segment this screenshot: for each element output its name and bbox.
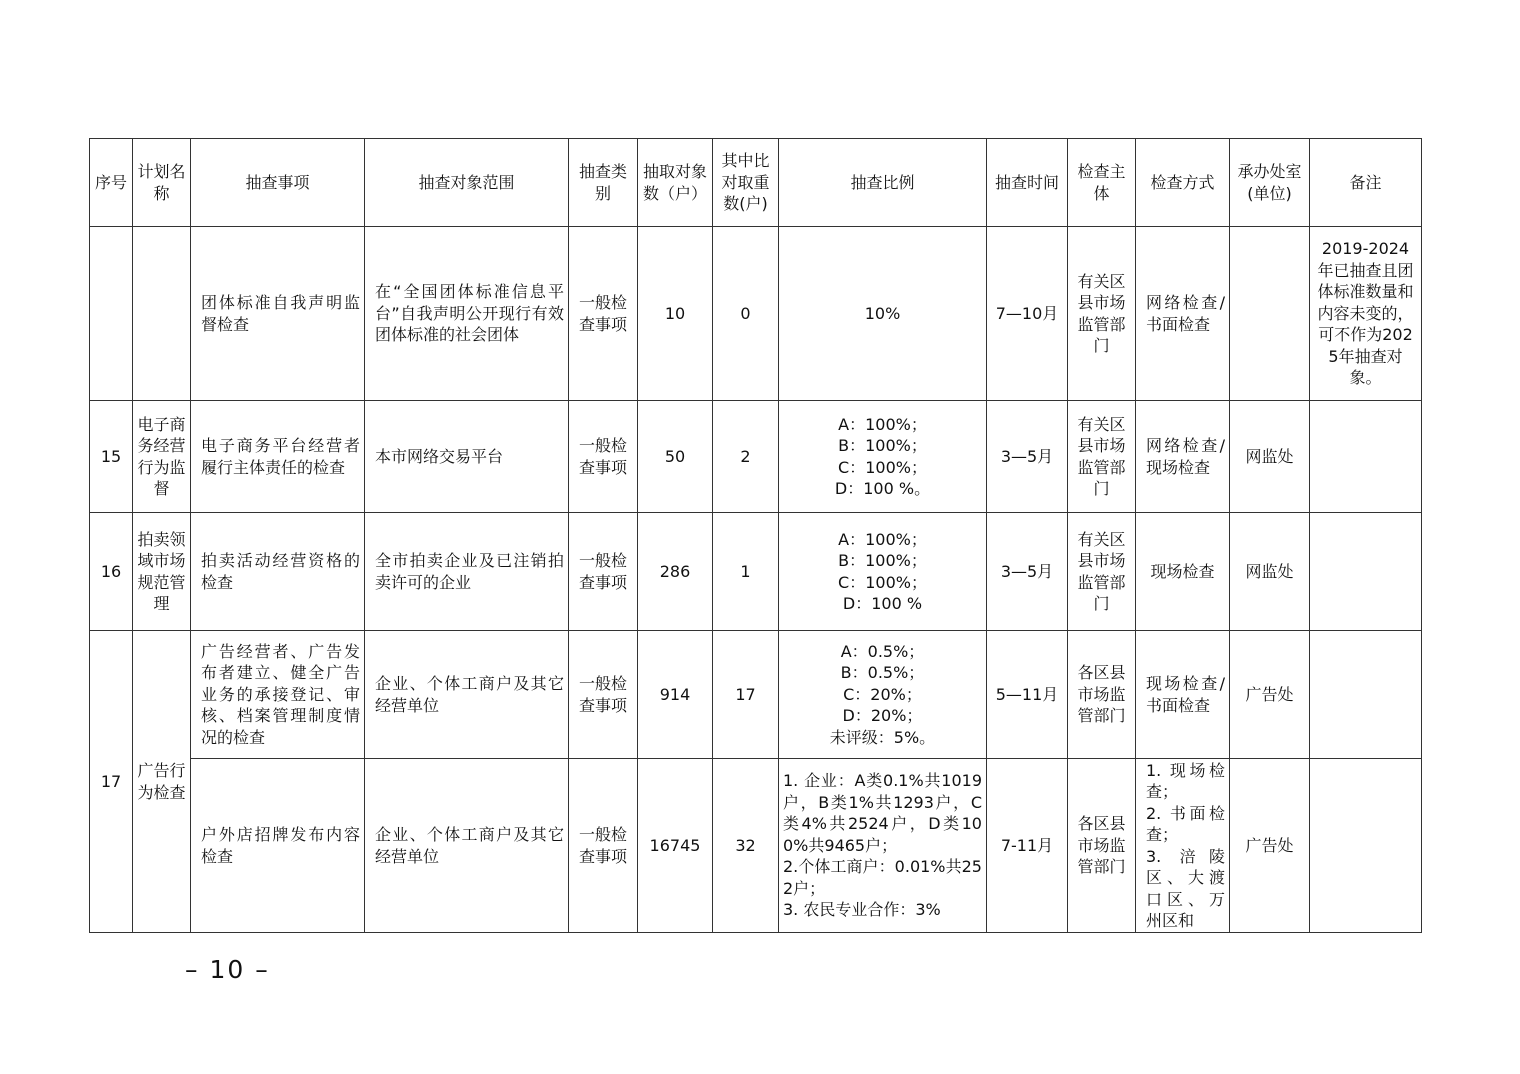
cell-plan: 拍卖领域市场规范管理 <box>133 513 191 631</box>
cell-plan: 电子商务经营行为监督 <box>133 401 191 513</box>
inspection-plan-table <box>89 138 1422 933</box>
cell-seq: 15 <box>90 401 133 513</box>
cell-item: 广告经营者、广告发布者建立、健全广告业务的承接登记、审核、档案管理制度情况的检查 <box>191 631 365 759</box>
cell-ratio: 1. 企业：A类0.1%共1019户，B类1%共1293户，C类4%共2524户，D类100%共9465户； 2.个体工商户：0.01%共252户； 3. 农民专业合作：3% <box>779 759 987 933</box>
cell-count: 16745 <box>638 759 713 933</box>
header-time: 抽查时间 <box>987 139 1068 227</box>
cell-subject: 有关区县市场监管部门 <box>1068 513 1136 631</box>
cell-ratio: A：0.5%； B：0.5%； C：20%； D：20%； 未评级：5%。 <box>779 631 987 759</box>
header-item: 抽查事项 <box>191 139 365 227</box>
cell-dept: 广告处 <box>1230 759 1310 933</box>
table-row <box>90 401 1422 513</box>
cell-subject: 有关区县市场监管部门 <box>1068 401 1136 513</box>
header-note: 备注 <box>1310 139 1422 227</box>
cell-time: 3—5月 <box>987 401 1068 513</box>
cell-item: 户外店招牌发布内容检查 <box>191 759 365 933</box>
cell-note <box>1310 513 1422 631</box>
header-subject: 检查主体 <box>1068 139 1136 227</box>
cell-count: 286 <box>638 513 713 631</box>
cell-scope: 企业、个体工商户及其它经营单位 <box>365 631 569 759</box>
cell-dept: 网监处 <box>1230 513 1310 631</box>
header-seq: 序号 <box>90 139 133 227</box>
cell-seq: 17 <box>90 631 133 933</box>
cell-plan: 广告行为检查 <box>133 631 191 933</box>
cell-count: 10 <box>638 227 713 401</box>
cell-scope: 全市拍卖企业及已注销拍卖许可的企业 <box>365 513 569 631</box>
header-row <box>90 139 1422 227</box>
cell-dup: 17 <box>713 631 779 759</box>
cell-method: 网络检查/书面检查 <box>1136 227 1230 401</box>
cell-item: 电子商务平台经营者履行主体责任的检查 <box>191 401 365 513</box>
cell-category: 一般检查事项 <box>569 401 638 513</box>
cell-category: 一般检查事项 <box>569 759 638 933</box>
header-category: 抽查类别 <box>569 139 638 227</box>
table-row <box>90 513 1422 631</box>
cell-subject: 各区县市场监管部门 <box>1068 759 1136 933</box>
cell-note: 2019-2024年已抽查且团体标准数量和内容未变的，可不作为2025年抽查对象。 <box>1310 227 1422 401</box>
cell-ratio: A：100%； B：100%； C：100%； D：100 %。 <box>779 401 987 513</box>
header-dept: 承办处室(单位) <box>1230 139 1310 227</box>
cell-count: 914 <box>638 631 713 759</box>
cell-scope: 在“全国团体标准信息平台”自我声明公开现行有效团体标准的社会团体 <box>365 227 569 401</box>
table-row <box>90 759 1422 933</box>
cell-time: 5—11月 <box>987 631 1068 759</box>
cell-dept: 网监处 <box>1230 401 1310 513</box>
cell-scope: 本市网络交易平台 <box>365 401 569 513</box>
cell-scope: 企业、个体工商户及其它经营单位 <box>365 759 569 933</box>
table-row <box>90 227 1422 401</box>
cell-dup: 1 <box>713 513 779 631</box>
cell-item: 拍卖活动经营资格的检查 <box>191 513 365 631</box>
header-count: 抽取对象数（户） <box>638 139 713 227</box>
cell-category: 一般检查事项 <box>569 631 638 759</box>
cell-note <box>1310 401 1422 513</box>
cell-subject: 各区县市场监管部门 <box>1068 631 1136 759</box>
cell-plan <box>133 227 191 401</box>
cell-dup: 2 <box>713 401 779 513</box>
header-dup: 其中比对取重数(户) <box>713 139 779 227</box>
cell-method: 网络检查/现场检查 <box>1136 401 1230 513</box>
header-method: 检查方式 <box>1136 139 1230 227</box>
cell-note <box>1310 631 1422 759</box>
cell-category: 一般检查事项 <box>569 227 638 401</box>
cell-method: 1. 现场检查； 2. 书面检查； 3. 涪陵区、大渡口区、万州区和 <box>1136 759 1230 933</box>
cell-category: 一般检查事项 <box>569 513 638 631</box>
cell-dup: 32 <box>713 759 779 933</box>
table-row <box>90 631 1422 759</box>
cell-time: 7—10月 <box>987 227 1068 401</box>
cell-time: 3—5月 <box>987 513 1068 631</box>
cell-method: 现场检查 <box>1136 513 1230 631</box>
page-number: – 10 – <box>185 955 270 984</box>
cell-dept: 广告处 <box>1230 631 1310 759</box>
cell-subject: 有关区县市场监管部门 <box>1068 227 1136 401</box>
header-scope: 抽查对象范围 <box>365 139 569 227</box>
cell-dept <box>1230 227 1310 401</box>
cell-seq <box>90 227 133 401</box>
cell-seq: 16 <box>90 513 133 631</box>
cell-count: 50 <box>638 401 713 513</box>
cell-note <box>1310 759 1422 933</box>
cell-ratio: 10% <box>779 227 987 401</box>
cell-ratio: A：100%； B：100%； C：100%； D：100 % <box>779 513 987 631</box>
cell-method: 现场检查/书面检查 <box>1136 631 1230 759</box>
cell-time: 7-11月 <box>987 759 1068 933</box>
header-ratio: 抽查比例 <box>779 139 987 227</box>
header-plan: 计划名称 <box>133 139 191 227</box>
cell-dup: 0 <box>713 227 779 401</box>
cell-item: 团体标准自我声明监督检查 <box>191 227 365 401</box>
